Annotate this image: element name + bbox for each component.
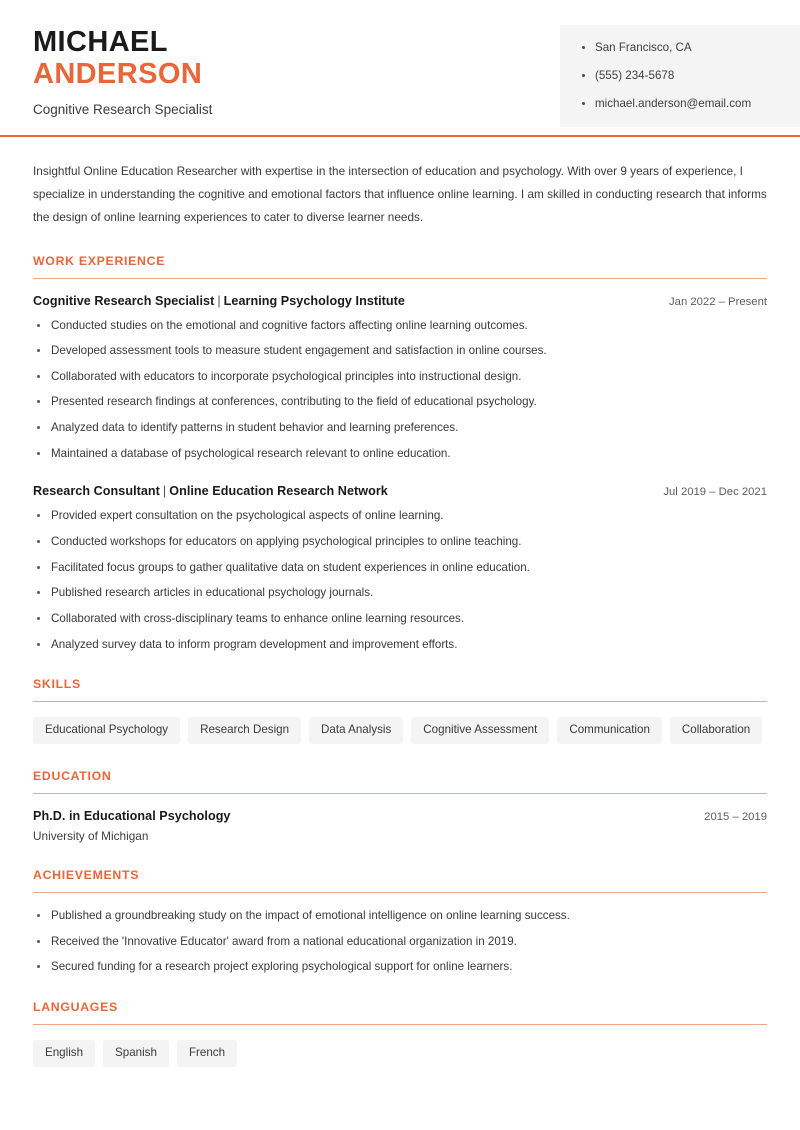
language-tag: French bbox=[177, 1040, 237, 1067]
contact-item-phone[interactable] bbox=[582, 69, 800, 83]
work-entry-title bbox=[33, 484, 388, 498]
section-skills bbox=[33, 677, 767, 744]
first-name: MICHAEL bbox=[33, 26, 168, 58]
section-title-work: WORK EXPERIENCE bbox=[33, 253, 166, 268]
list-item bbox=[33, 560, 767, 576]
resume-header bbox=[0, 0, 800, 117]
list-item bbox=[33, 534, 767, 550]
bullet-dot-icon bbox=[37, 617, 40, 620]
contact-location-value: San Francisco, CA bbox=[595, 41, 692, 54]
section-work-experience bbox=[33, 254, 767, 653]
work-role: Cognitive Research Specialist bbox=[33, 293, 215, 308]
list-item bbox=[33, 934, 767, 950]
bullet-text: Published research articles in educational psychology journals. bbox=[51, 586, 374, 600]
contact-item-location bbox=[582, 41, 800, 55]
bullet-dot-icon bbox=[37, 452, 40, 455]
skill-tag: Cognitive Assessment bbox=[411, 717, 549, 744]
last-name: ANDERSON bbox=[33, 58, 203, 91]
contact-phone-value: (555) 234-5678 bbox=[595, 68, 675, 82]
achievements-list bbox=[33, 908, 767, 975]
bullet-dot-icon bbox=[37, 426, 40, 429]
education-date: 2015 – 2019 bbox=[704, 810, 767, 823]
skill-tag: Research Design bbox=[188, 717, 301, 744]
work-entry-bullets bbox=[33, 318, 767, 462]
work-company: Learning Psychology Institute bbox=[223, 293, 405, 308]
skills-tag-list bbox=[33, 717, 767, 744]
list-item bbox=[33, 318, 767, 334]
bullet-dot-icon bbox=[582, 46, 585, 49]
list-item bbox=[33, 369, 767, 385]
section-title-achievements: ACHIEVEMENTS bbox=[33, 867, 140, 882]
bullet-dot-icon bbox=[582, 74, 585, 77]
contact-list bbox=[582, 41, 800, 111]
work-entry-header bbox=[33, 484, 767, 498]
bullet-dot-icon bbox=[37, 965, 40, 968]
work-entry-date: Jan 2022 – Present bbox=[669, 295, 767, 308]
list-item bbox=[33, 959, 767, 975]
section-divider bbox=[33, 1024, 767, 1025]
bullet-text: Facilitated focus groups to gather qualitative data on student experiences in online education. bbox=[51, 560, 530, 574]
work-entry bbox=[33, 484, 767, 652]
bullet-dot-icon bbox=[37, 375, 40, 378]
professional-title: Cognitive Research Specialist bbox=[33, 101, 213, 117]
work-entry-title bbox=[33, 294, 405, 308]
languages-tag-list bbox=[33, 1040, 767, 1067]
list-item bbox=[33, 394, 767, 410]
bullet-text: Analyzed data to identify patterns in student behavior and learning preferences. bbox=[51, 421, 459, 435]
work-role: Research Consultant bbox=[33, 484, 160, 499]
section-languages bbox=[33, 1000, 767, 1067]
education-school: University of Michigan bbox=[33, 828, 149, 843]
list-item bbox=[33, 908, 767, 924]
section-divider bbox=[33, 892, 767, 893]
professional-summary: Insightful Online Education Researcher with expertise in the intersection of education and psychology. With over 9 years of experience, I specialize in understanding the cognitive and emotional factors that influence online learning. I am skilled in conducting research that informs the design of online learning experiences to cater to diverse learner needs. bbox=[33, 163, 767, 224]
list-item bbox=[33, 611, 767, 627]
bullet-dot-icon bbox=[37, 540, 40, 543]
title-separator: | bbox=[217, 293, 221, 308]
section-divider bbox=[33, 793, 767, 794]
bullet-text: Presented research findings at conferences, contributing to the field of educational psychology. bbox=[51, 395, 537, 409]
bullet-text: Developed assessment tools to measure student engagement and satisfaction in online courses. bbox=[51, 344, 547, 358]
bullet-text: Received the 'Innovative Educator' award from a national educational organization in 2019. bbox=[51, 934, 517, 948]
work-entry bbox=[33, 294, 767, 462]
bullet-text: Analyzed survey data to inform program development and improvement efforts. bbox=[51, 637, 458, 651]
bullet-dot-icon bbox=[37, 324, 40, 327]
language-tag: Spanish bbox=[103, 1040, 169, 1067]
section-achievements bbox=[33, 868, 767, 975]
bullet-text: Maintained a database of psychological research relevant to online education. bbox=[51, 446, 451, 460]
section-title-languages: LANGUAGES bbox=[33, 999, 118, 1014]
section-education bbox=[33, 769, 767, 843]
bullet-dot-icon bbox=[37, 514, 40, 517]
bullet-text: Conducted studies on the emotional and cognitive factors affecting online learning outcomes. bbox=[51, 318, 528, 332]
header-identity bbox=[0, 0, 212, 117]
list-item bbox=[33, 446, 767, 462]
header-divider bbox=[0, 135, 800, 137]
work-company: Online Education Research Network bbox=[169, 484, 388, 499]
bullet-dot-icon bbox=[37, 566, 40, 569]
bullet-dot-icon bbox=[37, 591, 40, 594]
section-divider bbox=[33, 701, 767, 702]
bullet-dot-icon bbox=[582, 102, 585, 105]
list-item bbox=[33, 508, 767, 524]
list-item bbox=[33, 585, 767, 601]
section-title-education: EDUCATION bbox=[33, 768, 112, 783]
skill-tag: Collaboration bbox=[670, 717, 762, 744]
skill-tag: Data Analysis bbox=[309, 717, 403, 744]
bullet-text: Published a groundbreaking study on the impact of emotional intelligence on online learning success. bbox=[51, 908, 570, 922]
education-entry-header bbox=[33, 809, 767, 823]
work-entry-date: Jul 2019 – Dec 2021 bbox=[663, 486, 767, 499]
bullet-dot-icon bbox=[37, 349, 40, 352]
bullet-dot-icon bbox=[37, 643, 40, 646]
title-separator: | bbox=[162, 484, 167, 499]
contact-box bbox=[560, 25, 800, 127]
language-tag: English bbox=[33, 1040, 95, 1067]
skill-tag: Communication bbox=[557, 717, 662, 744]
bullet-text: Secured funding for a research project exploring psychological support for online learners. bbox=[51, 960, 513, 974]
bullet-text: Provided expert consultation on the psychological aspects of online learning. bbox=[51, 509, 444, 523]
resume-content bbox=[0, 160, 800, 1067]
education-degree: Ph.D. in Educational Psychology bbox=[33, 808, 231, 823]
section-title-skills: SKILLS bbox=[33, 677, 81, 692]
work-entry-bullets bbox=[33, 508, 767, 652]
list-item bbox=[33, 420, 767, 436]
list-item bbox=[33, 343, 767, 359]
section-divider bbox=[33, 278, 767, 279]
work-entry-header bbox=[33, 294, 767, 308]
skill-tag: Educational Psychology bbox=[33, 717, 180, 744]
contact-item-email[interactable] bbox=[582, 97, 800, 111]
bullet-text: Collaborated with cross-disciplinary teams to enhance online learning resources. bbox=[51, 611, 465, 625]
bullet-text: Collaborated with educators to incorporate psychological principles into instructional design. bbox=[51, 369, 522, 383]
bullet-dot-icon bbox=[37, 914, 40, 917]
education-entry bbox=[33, 809, 767, 843]
bullet-text: Conducted workshops for educators on applying psychological principles to online teaching. bbox=[51, 534, 522, 548]
bullet-dot-icon bbox=[37, 940, 40, 943]
list-item bbox=[33, 637, 767, 653]
contact-email-value: michael.anderson@email.com bbox=[595, 96, 752, 110]
bullet-dot-icon bbox=[37, 400, 40, 403]
